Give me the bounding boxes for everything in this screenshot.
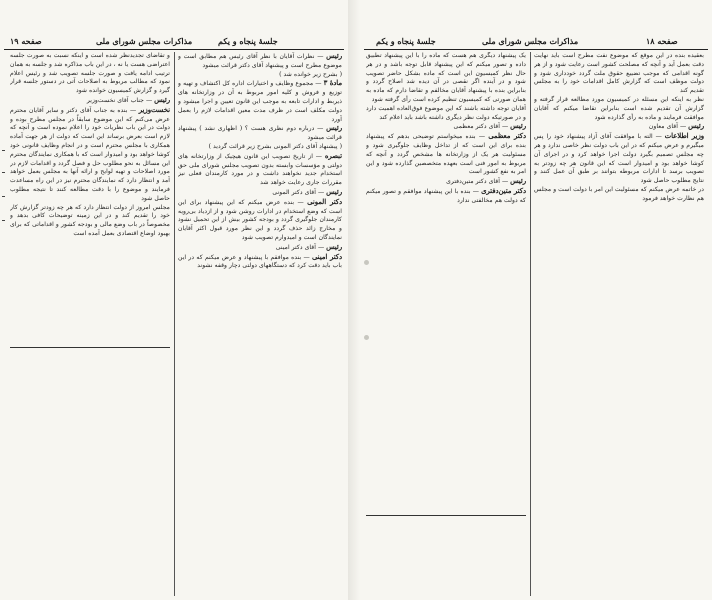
left-page-header <box>4 34 344 48</box>
speech-text: مجلس امروز از دولت انتظار دارد که هر چه زودتر گزارش کار خود را تقدیم کند و در این زمینه توضیحات کافی بدهد و مخصوصاً در باب وضع مالی و بودجه کشور و اقداماتی که برای بهبود اوضاع اقتصادی بعمل آمده است <box>10 203 170 237</box>
speech-text: از تاریخ تصویب این قانون هیچیک از وزارتخانه های دولتی و مؤسسات وابسته بدون تصویب مجلس شورای ملی حق استخدام جدید نخواهند داشت و در مورد کارمندان فعلی نیز مقررات جاری رعایت خواهد شد <box>178 152 342 187</box>
paragraph: دکتر امینی — بنده موافقم با پیشنهاد و عرض میکنم که در این باب باید دقت کرد که دستگاههای دولتی دچار وقفه نشوند <box>178 252 342 270</box>
speech-text: جناب آقای نخست‌وزیر <box>86 96 144 104</box>
speech-text: آقایان توجه داشته باشند که این موضوع فوق‌العاده اهمیت دارد و در صورتیکه دولت نظر دیگری داشته باشد باید اعلام کند <box>366 104 526 121</box>
speech-text: الته با موافقت آقای آزاد پیشنهاد خود را پس میگیرم و عرض میکنم که در این باب دولت نظر خاصی ندارد و هر چه مجلس تصمیم بگیرد دولت اجرا خواهد کرد و در اجرای آن کوشا خواهد بود و امیدوار است که این قانون هر چه زودتر به تصویب برسد تا ادارات مربوطه بتوانند بر طبق آن عمل کنند و نتایج مطلوب حاصل شود <box>534 133 704 185</box>
paragraph: دکتر معظمی — بنده میخواستم توضیحی بدهم که پیشنهاد بنده برای این است که از تداخل وظایف جلوگیری شود و مسئولیت هر یک از وزارتخانه ها مشخص گردد و آنچه که مربوط به امور فنی است بعهده متخصصین گذارده شود و این امر به نفع کشور است <box>366 132 526 176</box>
right-page-header <box>364 34 708 48</box>
paragraph: دکتر متین‌دفتری — بنده با این پیشنهاد موافقم و تصور میکنم که دولت هم مخالفتی ندارد <box>366 186 526 204</box>
right-header-title: مذاکرات مجلس شورای ملی <box>482 36 579 46</box>
speech-text: و تقاضای تجدیدنظر شده است و اینکه نسبت به صورت جلسه اعتراضی هست یا نه ، در این باب مذاکره شد و جلسه به همان ترتیب ادامه یافت و صورت جلسه تصویب شد و رئیس اعلام نمود که مطالب مربوط به اصلاحات آتی در دستور جلسه قرار گیرد و گزارش کمیسیون خوانده شود <box>10 52 170 95</box>
left-col-left-text <box>178 52 342 596</box>
paragraph: وزیر اطلاعات — الته با موافقت آقای آزاد پیشنهاد خود را پس میگیرم و عرض میکنم که در این باب دولت نظر خاصی ندارد و هر چه مجلس تصمیم بگیرد دولت اجرا خواهد کرد و در اجرای آن کوشا خواهد بود و امیدوار است که این قانون هر چه زودتر به تصویب برسد تا ادارات مربوطه بتوانند بر طبق آن عمل کنند و نتایج مطلوب حاصل شود <box>534 132 704 185</box>
right-page-number: صفحه ۱۸ <box>646 36 678 46</box>
speaker-name: رئیس <box>326 187 342 196</box>
speaker-name: دکتر المونی <box>307 197 342 206</box>
speech-text: یک پیشنهاد دیگری هم هست که ماده را با این پیشنهاد تطبیق داده و تصور میکنم که این پیشنهاد قابل توجه باشد و در هر حال نظر کمیسیون این است که ماده بشکل حاضر تصویب شود و در آینده اگر نقصی در آن دیده شد اصلاح گردد و بنابراین بنده با پیشنهاد آقایان مخالفم و تقاضا دارم که ماده به همان صورتی که کمیسیون تنظیم کرده است رأی گرفته شود <box>366 52 526 103</box>
speech-text: نظر به اینکه این مسئله در کمیسیون مورد مطالعه قرار گرفته و گزارش آن تقدیم شده است بنابراین تقاضا میکنم که آقایان موافقت فرمایند و ماده به رأی گذارده شود <box>534 95 704 121</box>
speaker-name: رئیس <box>510 177 526 186</box>
speech-text: آقای دکتر معظمی <box>453 123 500 131</box>
left-header-rule <box>4 49 344 50</box>
speaker-name: رئیس <box>326 242 342 251</box>
right-col-right-text <box>534 52 704 596</box>
speaker-name: دکتر متین‌دفتری <box>481 186 526 195</box>
speaker-name: دکتر معظمی <box>488 132 526 141</box>
paragraph: نخست‌وزیر — بنده به جناب آقای دکتر و سایر آقایان محترم عرض می‌کنم که این موضوع سابقاً در مجلس مطرح بوده و دولت در این باب نظریات خود را اعلام نموده است و آنچه که لازم است بعرض برساند این است که دولت از هر جهت آماده همکاری با مجلس محترم است و در انجام وظایف قانونی خود کوشا خواهد بود و امیدوار است که با همکاری نمایندگان محترم این مسائل به نحو مطلوب حل و فصل گردد و اقدامات لازم در مورد اصلاحات و تهیه لوایح و ارائه آنها به مجلس بعمل خواهد آمد و انتظار دارد که نمایندگان محترم نیز در این راه مساعدت فرمایند و موضوع را با دقت مطالعه کنند تا نتیجه مطلوب حاصل شود <box>10 105 170 202</box>
paragraph: رئیس — درباره دوم نظری هست ؟ ( اظهاری نشد ) پیشنهاد قرائت میشود <box>178 124 342 142</box>
paragraph <box>178 143 342 152</box>
paragraph <box>534 186 704 204</box>
page-gutter <box>348 0 360 600</box>
speech-text: نظرات آقایان با نظر آقای رئیس هم مطابق است و موضوع مطرح است و پیشنهاد آقای دکتر قرائت میشود <box>178 53 342 69</box>
right-header-session: جلسهٔ پنجاه و یکم <box>376 36 436 46</box>
speech-text: بنده به جناب آقای دکتر و سایر آقایان محترم عرض می‌کنم که این موضوع سابقاً در مجلس مطرح بوده و دولت در این باب نظریات خود را اعلام نموده است و آنچه که لازم است بعرض برساند این است که دولت از هر جهت آماده همکاری با مجلس محترم است و در انجام وظایف قانونی خود کوشا خواهد بود و امیدوار است که با همکاری نمایندگان محترم این مسائل به نحو مطلوب حل و فصل گردد و اقدامات لازم در مورد اصلاحات و تهیه لوایح و ارائه آنها به مجلس بعمل خواهد آمد و انتظار دارد که نمایندگان محترم نیز در این راه مساعدت فرمایند و موضوع را با دقت مطالعه کنند تا نتیجه مطلوب حاصل شود <box>10 106 170 202</box>
paragraph: دکتر المونی — بنده عرض میکنم که این پیشنهاد برای این است که وضع استخدام در ادارات روشن شود و از ازدیاد بی‌رویه کارمندان جلوگیری گردد و بودجه کشور بیش از این تحمیل نشود و مخارج زائد حذف گردد و این نظر مورد قبول اکثر آقایان نمایندگان است و امیدوارم تصویب شود <box>178 197 342 241</box>
left-col-right-text <box>10 52 170 596</box>
speech-text: آقای معاون <box>648 123 678 131</box>
left-header-session: جلسهٔ پنجاه و یکم <box>218 36 278 46</box>
left-page-number: صفحه ۱۹ <box>10 36 42 46</box>
right-header-rule <box>364 49 708 50</box>
left-page <box>0 0 349 600</box>
paragraph <box>534 52 704 96</box>
speaker-name: وزیر اطلاعات <box>664 132 704 141</box>
paragraph <box>366 52 526 105</box>
speaker-name: رئیس <box>326 124 342 133</box>
speaker-name: تبصره <box>324 151 342 160</box>
speaker-name: مادهٔ ۳ <box>323 79 342 88</box>
speech-text: بعقیده بنده در این موقع که موضوع نفت مطرح است باید نهایت دقت بعمل آید و آنچه که مصلحت کشور است رعایت شود و از هر گونه اقدامی که موجب تضییع حقوق ملت گردد خودداری شود و دولت موظف است که گزارش کامل اقدامات خود را به مجلس تقدیم کند <box>534 52 704 95</box>
speaker-name: رئیس <box>154 95 170 104</box>
paragraph <box>178 71 342 80</box>
paragraph <box>10 52 170 96</box>
right-page <box>360 0 712 600</box>
paragraph: تبصره — از تاریخ تصویب این قانون هیچیک از وزارتخانه های دولتی و مؤسسات وابسته بدون تصویب مجلس شورای ملی حق استخدام جدید نخواهند داشت و در مورد کارمندان فعلی نیز مقررات جاری رعایت خواهد شد <box>178 151 342 187</box>
speaker-name: دکتر امینی <box>311 252 342 261</box>
paragraph: رئیس — آقای معاون <box>648 122 704 131</box>
right-column-divider <box>530 52 531 596</box>
speaker-name: رئیس <box>326 52 342 60</box>
speech-text: مجموع وظایف و اختیارات اداره کل اکتشاف و تهیه و توزیع و فروش و کلیه امور مربوط به آن در وزارتخانه های ذیربط و ادارات تابعه به موجب این قانون تعیین و اجرا میشود و دولت مکلف است در ظرف مدت معین اقدامات لازم را بعمل آورد <box>178 80 342 123</box>
speech-text: آقای دکتر امینی <box>275 243 316 251</box>
speech-text: آقای دکتر متین‌دفتری <box>446 178 500 186</box>
paragraph <box>534 96 704 122</box>
speech-text: بنده با این پیشنهاد موافقم و تصور میکنم که دولت هم مخالفتی ندارد <box>366 187 526 204</box>
speech-text: ( بشرح زیر خوانده شد ) <box>279 70 342 78</box>
speech-text: بنده موافقم با پیشنهاد و عرض میکنم که در این باب باید دقت کرد که دستگاههای دولتی دچار وقفه نشوند <box>178 253 342 270</box>
left-header-title: مذاکرات مجلس شورای ملی <box>96 36 193 46</box>
paragraph: مادهٔ ۳ — مجموع وظایف و اختیارات اداره کل اکتشاف و تهیه و توزیع و فروش و کلیه امور مربوط به آن در وزارتخانه های ذیربط و ادارات تابعه به موجب این قانون تعیین و اجرا میشود و دولت مکلف است در ظرف مدت معین اقدامات لازم را بعمل آورد <box>178 79 342 123</box>
paragraph: رئیس — آقای دکتر المونی <box>272 187 342 196</box>
paragraph: رئیس — آقای دکتر امینی <box>275 242 342 251</box>
paragraph <box>10 204 170 239</box>
speech-text: بنده عرض میکنم که این پیشنهاد برای این است که وضع استخدام در ادارات روشن شود و از ازدیاد بی‌رویه کارمندان جلوگیری گردد و بودجه کشور بیش از این تحمیل نشود و مخارج زائد حذف گردد و این نظر مورد قبول اکثر آقایان نمایندگان است و امیدوارم تصویب شود <box>178 198 342 241</box>
speaker-name: نخست‌وزیر <box>138 105 170 114</box>
left-column-divider <box>174 52 175 596</box>
speech-text: ( پیشنهاد آقای دکتر المونی بشرح زیر قرائت گردید ) <box>208 142 342 150</box>
paragraph: رئیس — آقای دکتر معظمی <box>453 122 526 131</box>
speech-text: آقای دکتر المونی <box>272 188 316 196</box>
margin-ticks <box>2 150 8 230</box>
paragraph <box>366 105 526 123</box>
speech-text: درباره دوم نظری هست ؟ ( اظهاری نشد ) پیشنهاد قرائت میشود <box>178 125 342 142</box>
right-section-rule <box>366 515 526 516</box>
speech-text: بنده میخواستم توضیحی بدهم که پیشنهاد بنده برای این است که از تداخل وظایف جلوگیری شود و مسئولیت هر یک از وزارتخانه ها مشخص گردد و آنچه که مربوط به امور فنی است بعهده متخصصین گذارده شود و این امر به نفع کشور است <box>366 133 526 176</box>
speech-text: در خاتمه عرض میکنم که مسئولیت این امر با دولت است و مجلس هم نظارت خواهد فرمود <box>534 185 704 202</box>
left-section-rule <box>10 347 170 348</box>
paragraph: رئیس — نظرات آقایان با نظر آقای رئیس هم مطابق است و موضوع مطرح است و پیشنهاد آقای دکتر قرائت میشود <box>178 52 342 69</box>
speaker-name: رئیس <box>688 122 704 131</box>
speaker-name: رئیس <box>510 122 526 131</box>
paragraph: رئیس — جناب آقای نخست‌وزیر <box>86 95 170 104</box>
paragraph: رئیس — آقای دکتر متین‌دفتری <box>446 177 526 186</box>
